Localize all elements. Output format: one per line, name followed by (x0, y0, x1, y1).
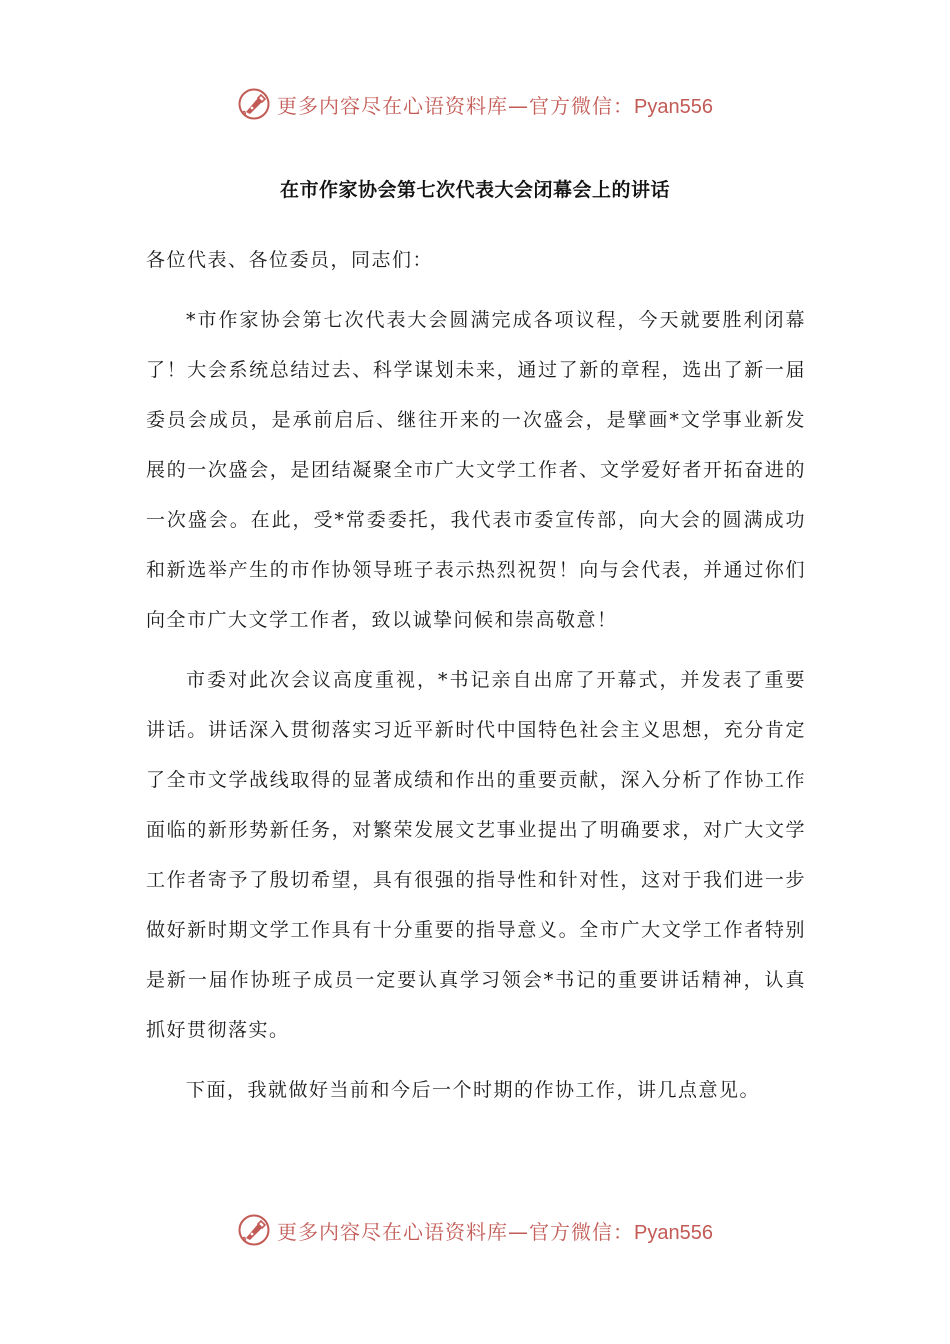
paragraph: *市作家协会第七次代表大会圆满完成各项议程，今天就要胜利闭幕了！大会系统总结过去、科学谋划未来，通过了新的章程，选出了新一届委员会成员，是承前启后、继往开来的一次盛会，是擘画*文学事业新发展的一次盛会，是团结凝聚全市广大文学工作者、文学爱好者开拓奋进的一次盛会。在此，受*常委委托，我代表市委宣传部，向大会的圆满成功和新选举产生的市作协领导班子表示热烈祝贺！向与会代表，并通过你们向全市广大文学工作者，致以诚挚问候和崇高敬意！ (146, 309, 806, 631)
banner-label: 更多内容尽在心语资料库—官方微信： (277, 93, 635, 118)
document-body (146, 235, 806, 1115)
banner-text (277, 90, 713, 119)
document-title: 在市作家协会第七次代表大会闭幕会上的讲话 (279, 179, 670, 201)
paragraph: 下面，我就做好当前和今后一个时期的作协工作，讲几点意见。 (186, 1079, 761, 1101)
pen-nib-logo-icon (237, 1213, 271, 1247)
banner-label: 更多内容尽在心语资料库—官方微信： (277, 1219, 635, 1244)
banner-text (277, 1216, 713, 1245)
wechat-id: Pyan556 (634, 95, 713, 118)
paragraph: 市委对此次会议高度重视，*书记亲自出席了开幕式，并发表了重要讲话。讲话深入贯彻落实习近平新时代中国特色社会主义思想，充分肯定了全市文学战线取得的显著成绩和作出的重要贡献，深入分析了作协工作面临的新形势新任务，对繁荣发展文艺事业提出了明确要求，对广大文学工作者寄予了殷切希望，具有很强的指导性和针对性，这对于我们进一步做好新时期文学工作具有十分重要的指导意义。全市广大文学工作者特别是新一届作协班子成员一定要认真学习领会*书记的重要讲话精神，认真抓好贯彻落实。 (146, 669, 806, 1041)
pen-nib-logo-icon (237, 87, 271, 121)
footer-banner (0, 1208, 950, 1252)
salutation: 各位代表、各位委员，同志们： (146, 249, 434, 271)
header-banner (0, 82, 950, 126)
wechat-id: Pyan556 (634, 1221, 713, 1244)
